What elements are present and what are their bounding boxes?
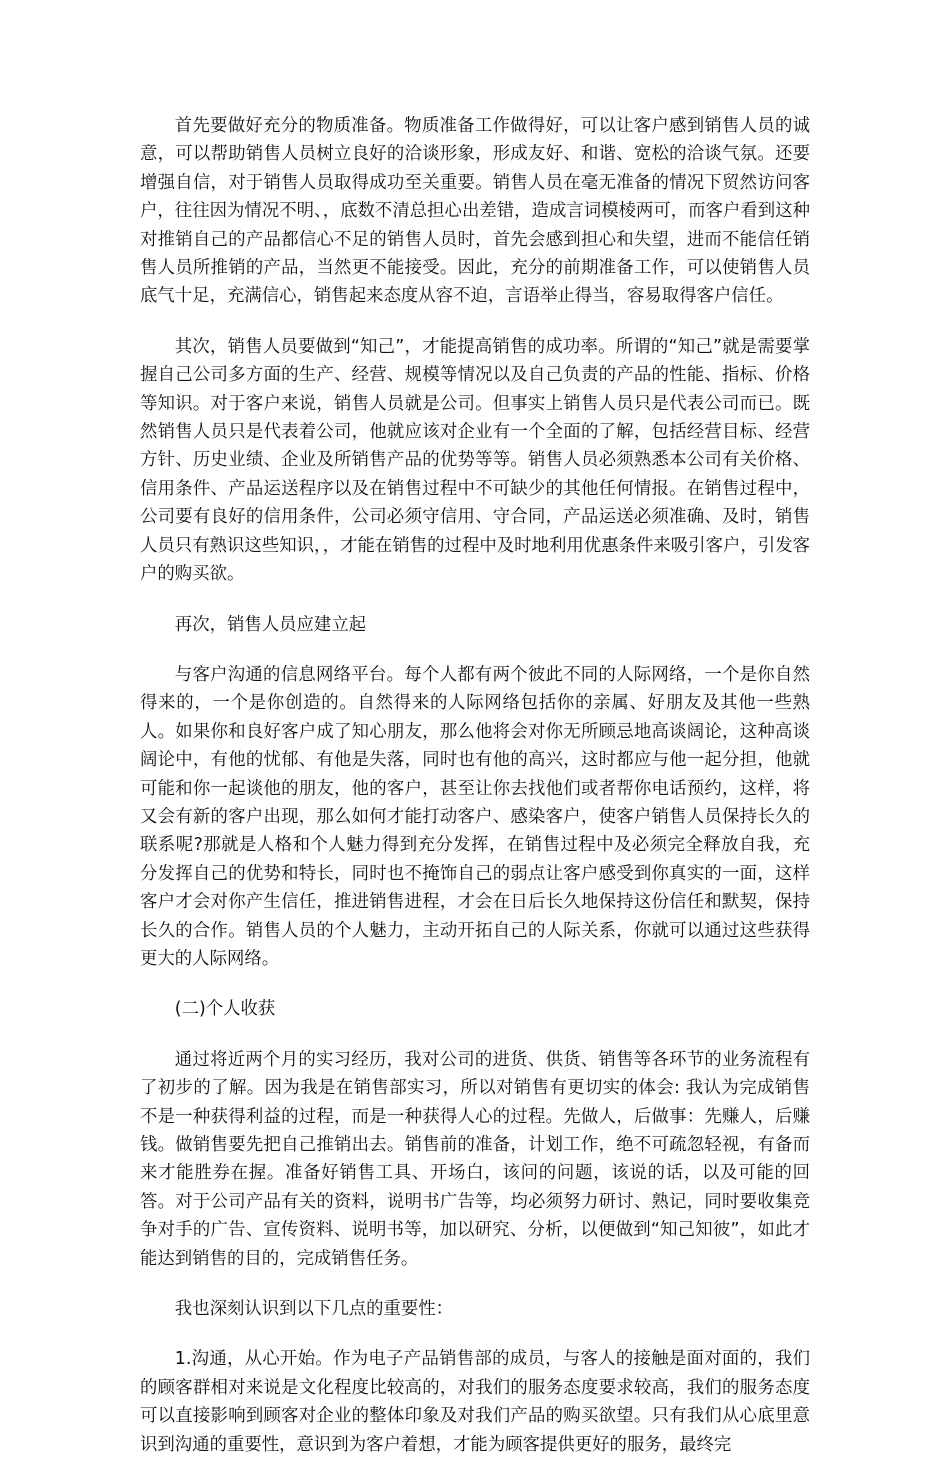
paragraph-material-preparation: 首先要做好充分的物质准备。物质准备工作做得好，可以让客户感到销售人员的诚意，可以帮助销售人员树立良好的洽谈形象，形成友好、和谐、宽松的洽谈气氛。还要增强自信，对于销售人员取得成功至关重要。销售人员在毫无准备的情况下贸然访问客户，往往因为情况不明、，底数不清总担心出差错，造成言词模棱两可，而客户看到这种对推销自己的产品都信心不足的销售人员时，首先会感到担心和失望，进而不能信任销售人员所推销的产品，当然更不能接受。因此，充分的前期准备工作，可以使销售人员底气十足，充满信心，销售起来态度从容不迫，言语举止得当，容易取得客户信任。	[140, 116, 810, 307]
paragraph-network-platform: 与客户沟通的信息网络平台。每个人都有两个彼此不同的人际网络，一个是你自然得来的，一个是你创造的。自然得来的人际网络包括你的亲属、好朋友及其他一些熟人。如果你和良好客户成了知心朋友，那么他将会对你无所顾忌地高谈阔论，这种高谈阔论中，有他的忧郁、有他是失落，同时也有他的高兴，这时都应与他一起分担，他就可能和你一起谈他的朋友，他的客户，甚至让你去找他们或者帮你电话预约，这样，将又会有新的客户出现，那么如何才能打动客户、感染客户，使客户销售人员保持长久的联系呢?那就是人格和个人魅力得到充分发挥，在销售过程中及必须完全释放自我，充分发挥自己的优势和特长，同时也不掩饰自己的弱点让客户感受到你真实的一面，这样客户才会对你产生信任，推进销售进程，才会在日后长久地保持这份信任和默契，保持长久的合作。销售人员的个人魅力，主动开拓自己的人际关系，你就可以通过这些获得更大的人际网络。	[140, 664, 810, 969]
paragraph-importance-intro: 我也深刻认识到以下几点的重要性：	[174, 1299, 454, 1320]
paragraph-communication: 1.沟通，从心开始。作为电子产品销售部的成员，与客人的接触是面对面的，我们的顾客群相对来说是文化程度比较高的，对我们的服务态度要求较高，我们的服务态度可以直接影响到顾客对企业的整体印象及对我们产品的购买欲望。只有我们从心底里意识到沟通的重要性，意识到为客户着想，才能为顾客提供更好的服务，最终完	[140, 1349, 810, 1455]
section-heading-personal-gains: (二)个人收获	[174, 999, 276, 1020]
paragraph-build-network-heading: 再次，销售人员应建立起	[174, 614, 367, 635]
paragraph-know-yourself: 其次，销售人员要做到“知己”，才能提高销售的成功率。所谓的“知己”就是需要掌握自己公司多方面的生产、经营、规模等情况以及自己负责的产品的性能、指标、价格等知识。对于客户来说，销售人员就是公司。但事实上销售人员只是代表公司而已。既然销售人员只是代表着公司，他就应该对企业有一个全面的了解，包括经营目标、经营方针、历史业绩、企业及所销售产品的优势等等。销售人员必须熟悉本公司有关价格、信用条件、产品运送程序以及在销售过程中不可缺少的其他任何情报。在销售过程中，公司要有良好的信用条件，公司必须守信用、守合同，产品运送必须准确、及时，销售人员只有熟识这些知识，，才能在销售的过程中及时地利用优惠条件来吸引客户，引发客户的购买欲。	[140, 336, 810, 585]
document-body	[140, 112, 810, 1481]
paragraph-internship-experience: 通过将近两个月的实习经历，我对公司的进货、供货、销售等各环节的业务流程有了初步的了解。因为我是在销售部实习，所以对销售有更切实的体会: 我认为完成销售不是一种获得利益的过程，而是一种获得人心的过程。先做人，后做事：先赚人，后赚钱。做销售要先把自己推销出去。销售前的准备，计划工作，绝不可疏忽轻视，有备而来才能胜券在握。准备好销售工具、开场白，该问的问题，该说的话，以及可能的回答。对于公司产品有关的资料，说明书广告等，均必须努力研讨、熟记，同时要收集竞争对手的广告、宣传资料、说明书等，加以研究、分析，以便做到“知己知彼”，如此才能达到销售的目的，完成销售任务。	[140, 1049, 810, 1269]
